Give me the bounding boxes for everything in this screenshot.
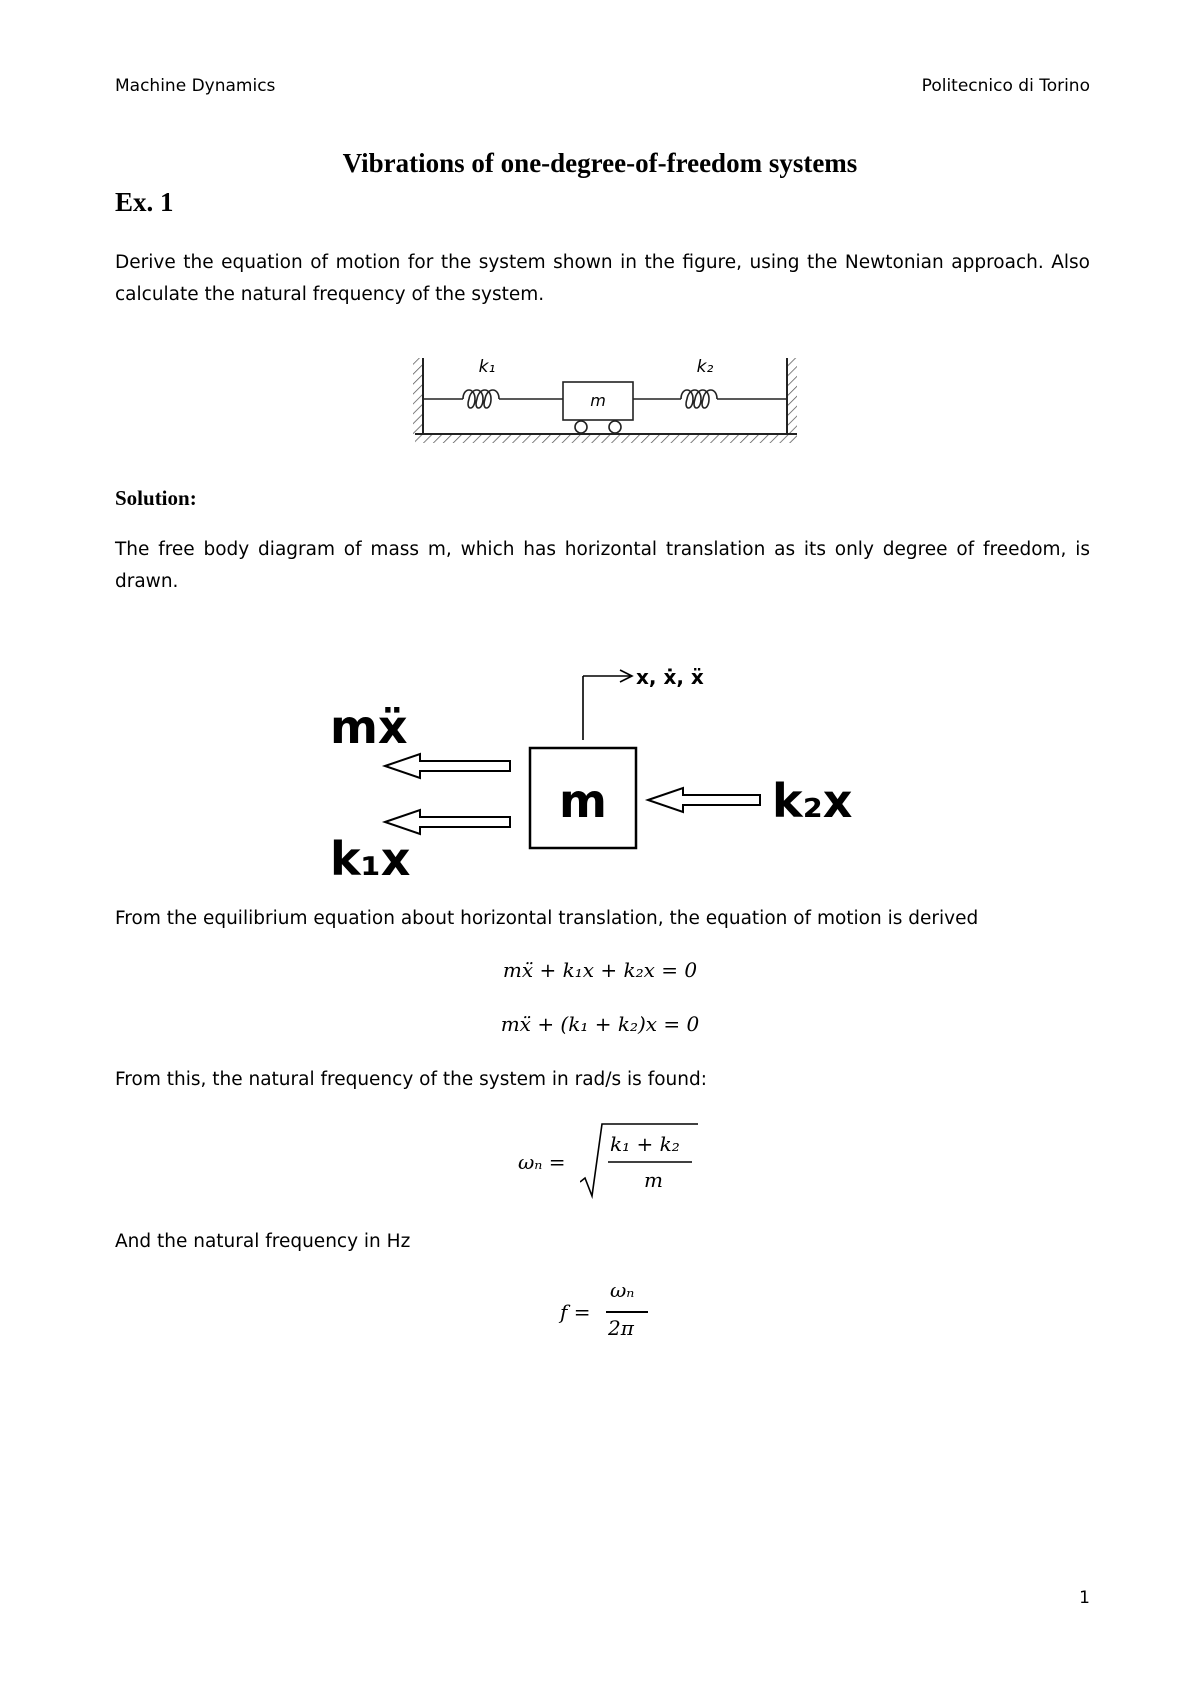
inertia-force-arrow: [385, 754, 510, 778]
ground-hatch: [415, 434, 797, 443]
fbd-axis-label: x, ẋ, ẍ: [636, 665, 704, 689]
f-numerator: ωₙ: [610, 1278, 635, 1302]
header-right: Politecnico di Torino: [921, 76, 1090, 96]
page-title: Vibrations of one-degree-of-freedom systems: [342, 148, 858, 178]
omega-formula: [518, 1120, 698, 1200]
fbd-inertia-label: mẍ: [330, 700, 408, 754]
omega-lhs: ωₙ =: [518, 1150, 566, 1174]
k2-force-arrow: [648, 788, 760, 812]
equation-1: mẍ + k₁x + k₂x = 0: [502, 958, 698, 982]
omega-numerator: k₁ + k₂: [610, 1132, 680, 1156]
f-fraction-bar: [606, 1311, 648, 1313]
f-lhs: f =: [560, 1300, 591, 1324]
figure1-k1-label: k₁: [478, 357, 496, 377]
page-number: 1: [1079, 1588, 1090, 1608]
spring-k1: [423, 390, 563, 408]
hz-text: And the natural frequency in Hz: [115, 1231, 411, 1252]
problem-text: Derive the equation of motion for the system shown in the figure, using the Newtonian approach. Also calculate the natural frequency of the system.: [115, 252, 1090, 305]
fbd-mass-label: m: [559, 774, 607, 828]
figure1-mass-label: m: [590, 391, 606, 410]
spring-mass-system-figure: [405, 352, 805, 447]
f-formula: [560, 1278, 670, 1348]
free-body-diagram: [330, 660, 870, 880]
fbd-intro-text: The free body diagram of mass m, which has horizontal translation as its only degree of freedom, is drawn.: [115, 539, 1090, 592]
left-wall-hatch: [413, 358, 423, 434]
equilibrium-text: From the equilibrium equation about horizontal translation, the equation of motion is derived: [115, 908, 979, 929]
equation-2: mẍ + (k₁ + k₂)x = 0: [500, 1012, 700, 1036]
f-denominator: 2π: [608, 1316, 634, 1340]
right-wall-hatch: [787, 358, 797, 434]
fbd-k2-label: k₂x: [772, 774, 853, 828]
k1-force-arrow: [385, 810, 510, 834]
omega-denominator: m: [644, 1168, 663, 1192]
figure1-k2-label: k₂: [696, 357, 714, 377]
wheel-right: [609, 421, 621, 433]
wheel-left: [575, 421, 587, 433]
header-left: Machine Dynamics: [115, 76, 276, 96]
fbd-k1-label: k₁x: [330, 832, 411, 880]
exercise-label: Ex. 1: [115, 187, 174, 217]
spring-k2: [633, 390, 787, 408]
natural-frequency-text: From this, the natural frequency of the system in rad/s is found:: [115, 1069, 707, 1090]
solution-label: Solution:: [115, 486, 197, 510]
